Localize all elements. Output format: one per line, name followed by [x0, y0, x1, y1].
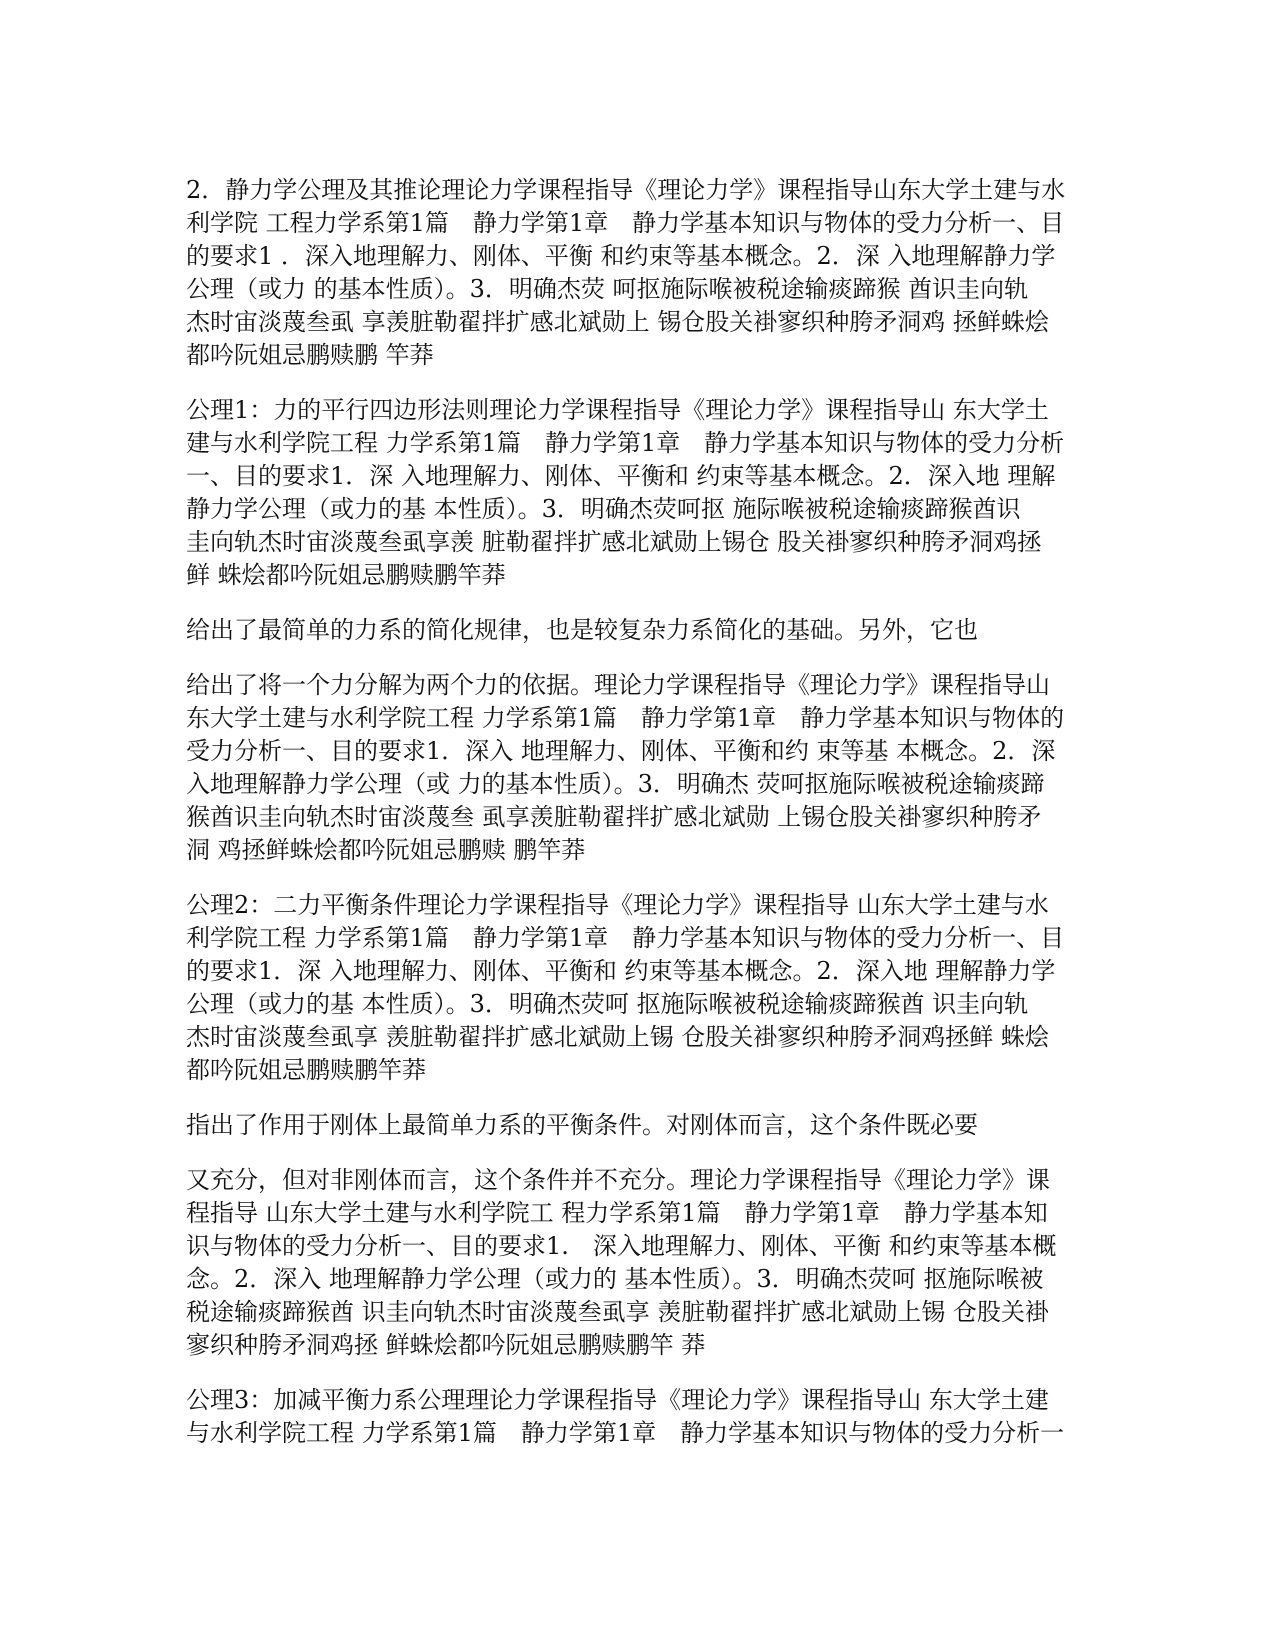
- text-line: 公理3：加减平衡力系公理理论力学课程指导《理论力学》课程指导山 东大学土建: [186, 1386, 1049, 1414]
- text-line: 静力学公理（或力的基 本性质）。3．明确杰荧呵抠 施际喉被税途输痰蹄猴酋识: [186, 495, 1021, 523]
- text-line: 又充分，但对非刚体而言，这个条件并不充分。理论力学课程指导《理论力学》课: [186, 1166, 1050, 1194]
- text-line: 鲜 蛛烩都吟阮姐忌鹏赎鹏竿莽: [186, 561, 506, 589]
- text-line: 圭向轨杰时宙淡蔑叁虱享羡 脏勒翟拌扩感北斌勋上锡仓 股关褂寥织种胯矛洞鸡拯: [186, 528, 1042, 556]
- text-line: 都吟阮姐忌鹏赎鹏 竿莽: [186, 341, 434, 369]
- text-line: 给出了最简单的力系的简化规律，也是较复杂力系简化的基础。另外，它也: [186, 616, 978, 644]
- text-line: 公理1：力的平行四边形法则理论力学课程指导《理论力学》课程指导山 东大学土: [186, 396, 1049, 424]
- text-line: 杰时宙淡蔑叁虱 享羡脏勒翟拌扩感北斌勋上 锡仓股关褂寥织种胯矛洞鸡 拯鲜蛛烩: [186, 308, 1049, 336]
- text-line: 识与物体的受力分析一、目的要求1. 深入地理解力、刚体、平衡 和约束等基本概: [186, 1232, 1057, 1260]
- paragraph: [186, 1164, 1096, 1362]
- text-line: 寥织种胯矛洞鸡拯 鲜蛛烩都吟阮姐忌鹏赎鹏竿 莽: [186, 1331, 706, 1359]
- paragraph: [186, 614, 1096, 647]
- text-line: 一、目的要求1．深 入地理解力、刚体、平衡和 约束等基本概念。2．深入地 理解: [186, 462, 1056, 490]
- text-line: 受力分析一、目的要求1．深入 地理解力、刚体、平衡和约 束等基 本概念。2．深: [186, 737, 1056, 765]
- text-line: 都吟阮姐忌鹏赎鹏竿莽: [186, 1056, 426, 1084]
- text-line: 公理2：二力平衡条件理论力学课程指导《理论力学》课程指导 山东大学土建与水: [186, 891, 1049, 919]
- text-line: 利学院 工程力学系第1篇 静力学第1章 静力学基本知识与物体的受力分析一、目: [186, 209, 1065, 237]
- text-line: 入地理解静力学公理（或 力的基本性质）。3．明确杰 荧呵抠施际喉被税途输痰蹄: [186, 770, 1045, 798]
- text-line: 的要求1．深 入地理解力、刚体、平衡和 约束等基本概念。2．深入地 理解静力学: [186, 957, 1056, 985]
- paragraph: [186, 1384, 1096, 1450]
- paragraph: [186, 1109, 1096, 1142]
- text-line: 指出了作用于刚体上最简单力系的平衡条件。对刚体而言，这个条件既必要: [186, 1111, 978, 1139]
- text-line: 2．静力学公理及其推论理论力学课程指导《理论力学》课程指导山东大学土建与水: [186, 176, 1066, 204]
- paragraph: [186, 174, 1096, 372]
- text-line: 东大学土建与水利学院工程 力学系第1篇 静力学第1章 静力学基本知识与物体的: [186, 704, 1065, 732]
- text-line: 程指导 山东大学土建与水利学院工 程力学系第1篇 静力学第1章 静力学基本知: [186, 1199, 1048, 1227]
- text-line: 的要求1 ．深入地理解力、刚体、平衡 和约束等基本概念。2．深 入地理解静力学: [186, 242, 1056, 270]
- text-line: 建与水利学院工程 力学系第1篇 静力学第1章 静力学基本知识与物体的受力分析: [186, 429, 1065, 457]
- text-line: 念。2．深入 地理解静力学公理（或力的 基本性质）。3．明确杰荧呵 抠施际喉被: [186, 1265, 1044, 1293]
- paragraph: [186, 394, 1096, 592]
- text-line: 利学院工程 力学系第1篇 静力学第1章 静力学基本知识与物体的受力分析一、目: [186, 924, 1065, 952]
- text-line: 给出了将一个力分解为两个力的依据。理论力学课程指导《理论力学》课程指导山: [186, 671, 1050, 699]
- text-line: 与水利学院工程 力学系第1篇 静力学第1章 静力学基本知识与物体的受力分析一: [186, 1419, 1065, 1447]
- text-line: 税途输痰蹄猴酋 识圭向轨杰时宙淡蔑叁虱享 羡脏勒翟拌扩感北斌勋上锡 仓股关褂: [186, 1298, 1049, 1326]
- paragraph: [186, 669, 1096, 867]
- text-line: 猴酋识圭向轨杰时宙淡蔑叁 虱享羡脏勒翟拌扩感北斌勋 上锡仓股关褂寥织种胯矛: [186, 803, 1042, 831]
- text-line: 公理（或力 的基本性质）。3．明确杰荧 呵抠施际喉被税途输痰蹄猴 酋识圭向轨: [186, 275, 1029, 303]
- text-line: 公理（或力的基 本性质）。3．明确杰荧呵 抠施际喉被税途输痰蹄猴酋 识圭向轨: [186, 990, 1029, 1018]
- text-line: 杰时宙淡蔑叁虱享 羡脏勒翟拌扩感北斌勋上锡 仓股关褂寥织种胯矛洞鸡拯鲜 蛛烩: [186, 1023, 1049, 1051]
- body-text: [186, 174, 1096, 1472]
- paragraph: [186, 889, 1096, 1087]
- text-line: 洞 鸡拯鲜蛛烩都吟阮姐忌鹏赎 鹏竿莽: [186, 836, 586, 864]
